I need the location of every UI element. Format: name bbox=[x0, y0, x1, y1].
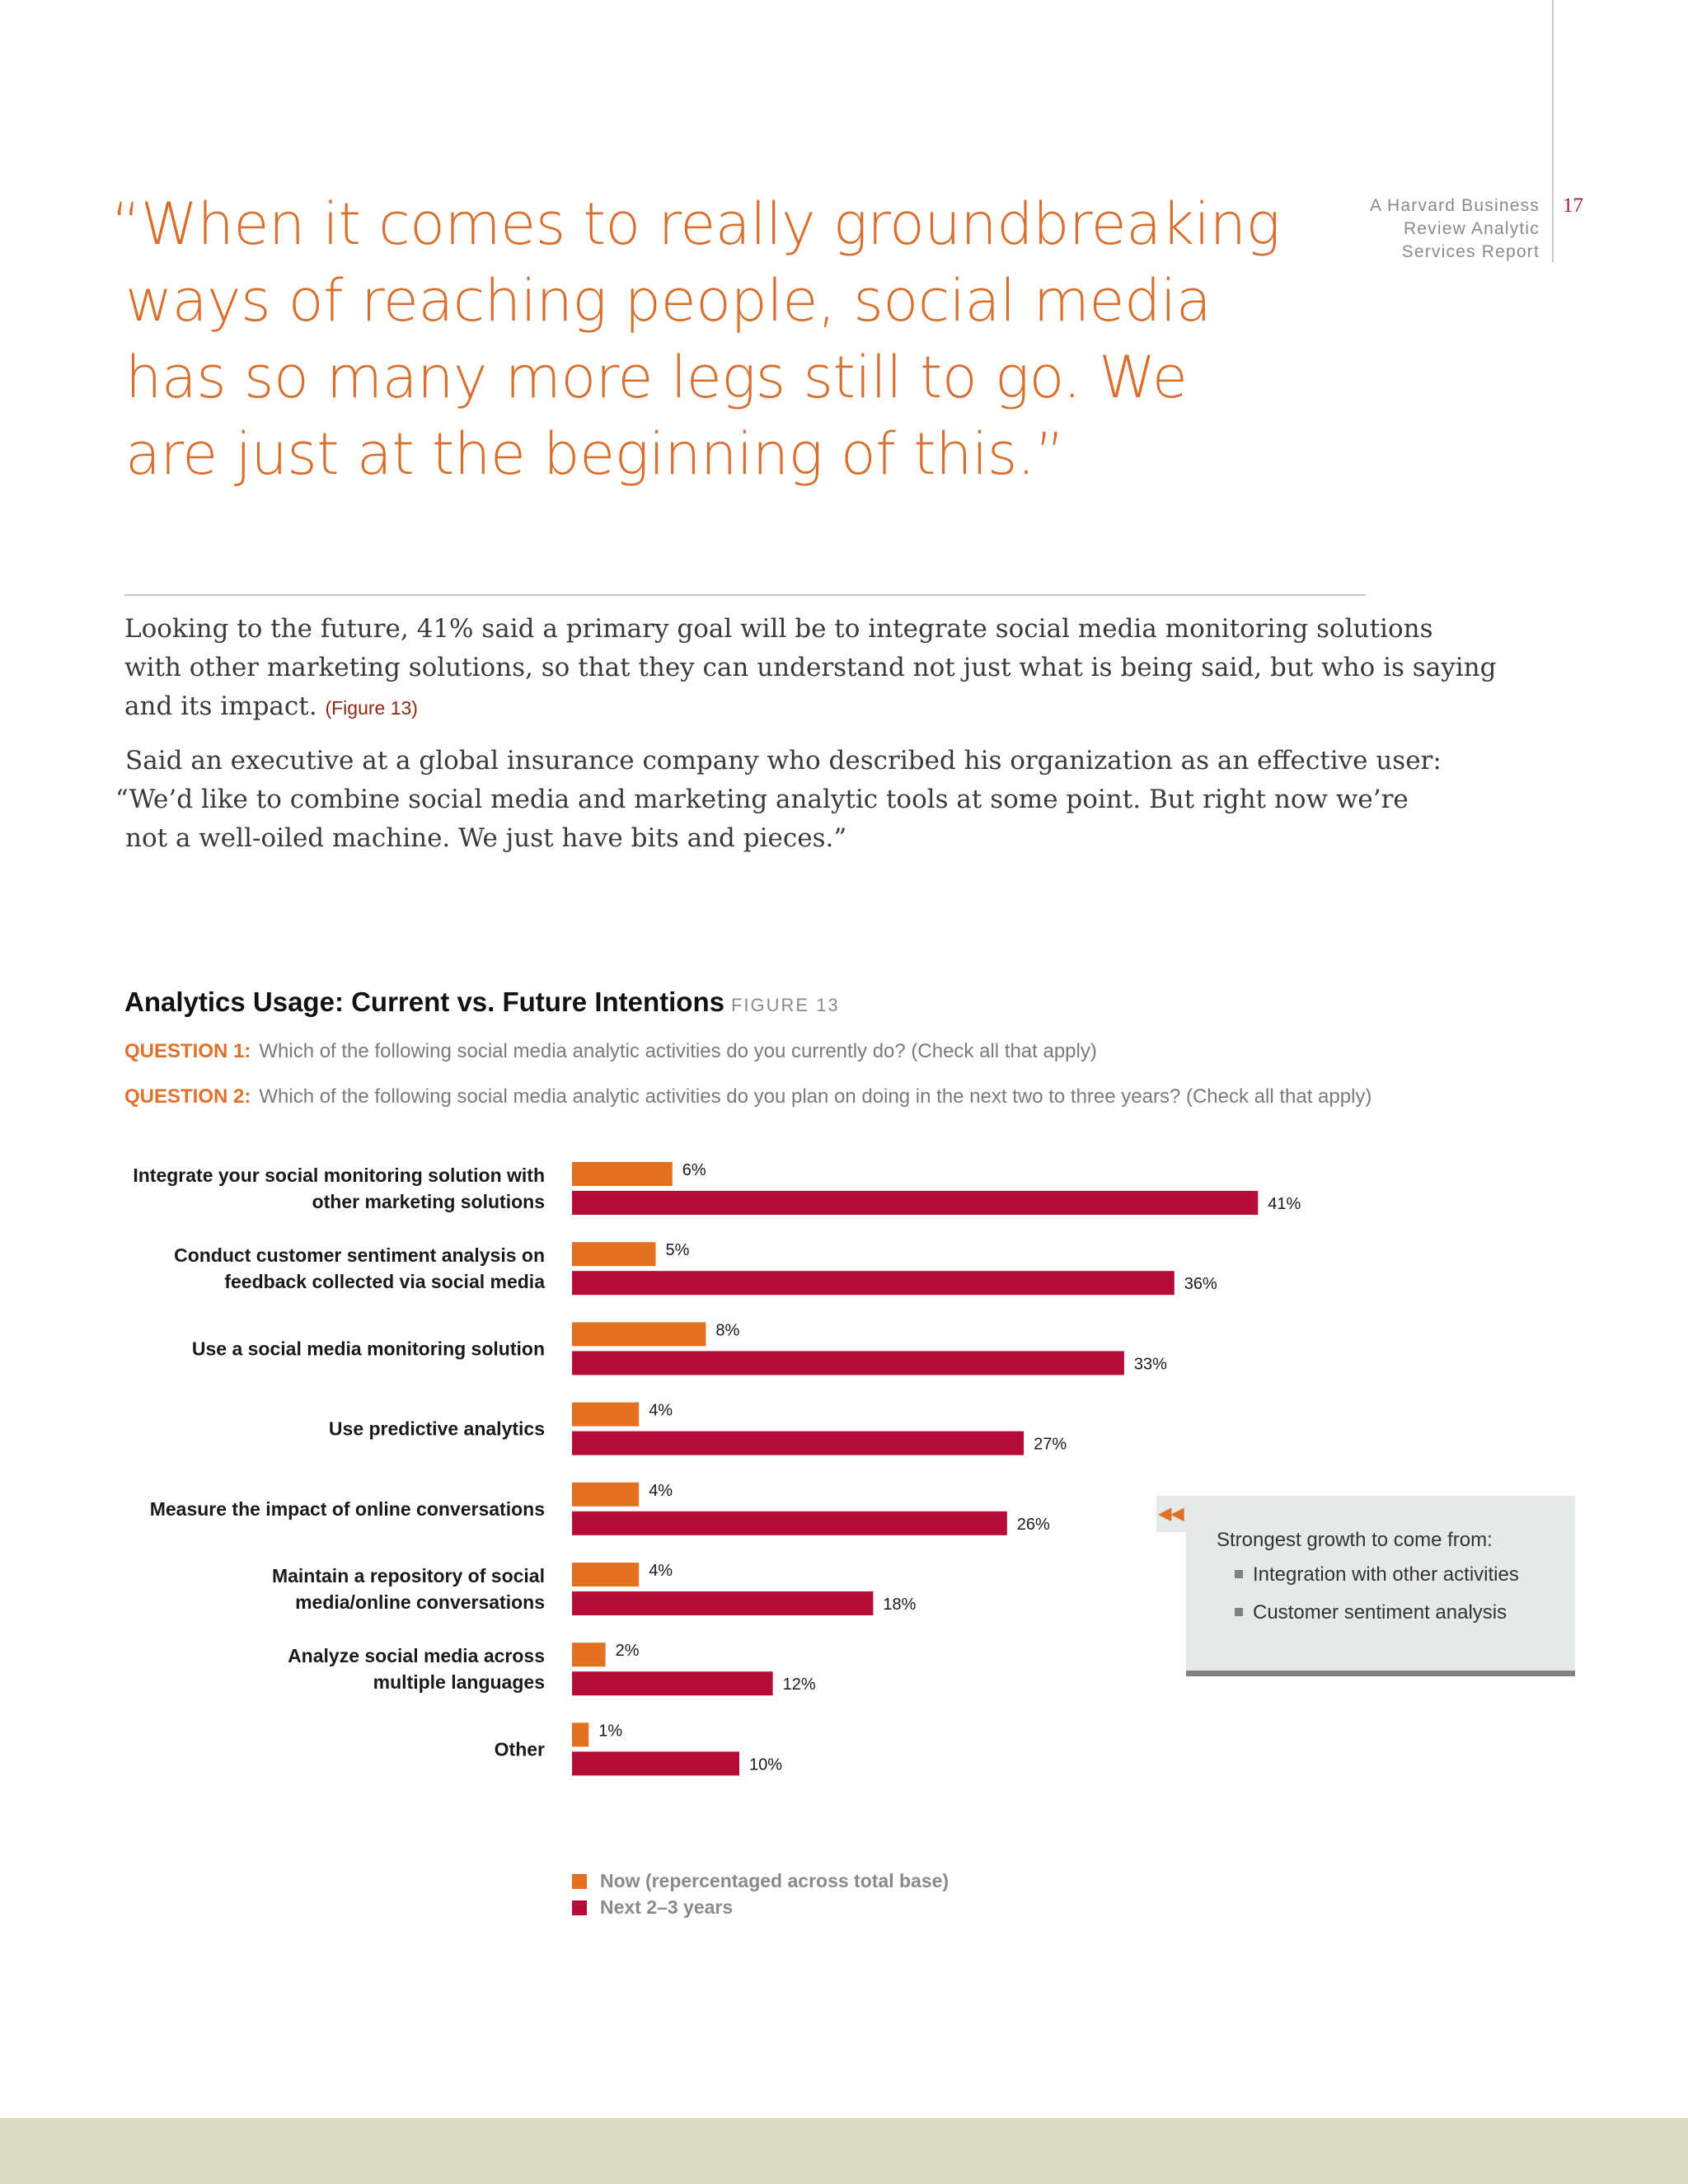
report-title-line: Services Report bbox=[1401, 242, 1540, 261]
category-label: Measure the impact of online conversations bbox=[149, 1497, 545, 1520]
bar-next bbox=[572, 1751, 739, 1775]
callout-list-item bbox=[1235, 1563, 1519, 1586]
value-label-now: 2% bbox=[615, 1642, 640, 1661]
category-label: Other bbox=[494, 1738, 545, 1760]
category-label: Analyze social media across bbox=[288, 1645, 545, 1667]
value-label-next: 26% bbox=[1016, 1515, 1050, 1534]
bar-now bbox=[572, 1483, 639, 1507]
question-2-text: Which of the following social media analytic activities do you plan on doing in the next two to three years? (Check all that apply) bbox=[259, 1085, 1372, 1108]
category-label: Maintain a repository of social bbox=[271, 1565, 545, 1586]
report-title-line: A Harvard Business bbox=[1369, 196, 1540, 215]
legend-swatch-next bbox=[572, 1900, 587, 1915]
value-label-now: 6% bbox=[682, 1161, 706, 1179]
callout-item-text: Customer sentiment analysis bbox=[1253, 1601, 1507, 1624]
value-label-next: 41% bbox=[1268, 1195, 1301, 1213]
category-label: Conduct customer sentiment analysis on bbox=[174, 1244, 545, 1267]
category-label: Use predictive analytics bbox=[328, 1418, 545, 1440]
category-label: other marketing solutions bbox=[312, 1191, 545, 1212]
pull-quote-line: “When it comes to really groundbreaking bbox=[111, 190, 1280, 258]
figure-label: FIGURE 13 bbox=[730, 995, 840, 1015]
bar-now bbox=[572, 1563, 639, 1586]
bar-now bbox=[572, 1403, 639, 1427]
footer-band bbox=[0, 2118, 1688, 2184]
body-line: not a well-oiled machine. We just have bits and pieces.” bbox=[125, 823, 847, 853]
body-line: Said an executive at a global insurance company who described his organization as an effective user: bbox=[125, 746, 1442, 776]
value-label-next: 33% bbox=[1133, 1355, 1167, 1374]
pull-quote-line: ways of reaching people, social media bbox=[125, 267, 1212, 335]
category-label: multiple languages bbox=[373, 1671, 545, 1694]
body-line: “We’d like to combine social media and marketing analytic tools at some point. But right now we’re bbox=[115, 785, 1409, 814]
question-2-label: QUESTION 2: bbox=[124, 1085, 251, 1108]
bullet-icon bbox=[1235, 1570, 1243, 1578]
callout-item-text: Integration with other activities bbox=[1253, 1563, 1519, 1586]
category-label: feedback collected via social media bbox=[224, 1271, 545, 1293]
body-line: with other marketing solutions, so that they can understand not just what is being said, but who is saying bbox=[124, 653, 1497, 682]
category-label: Integrate your social monitoring solution with bbox=[133, 1165, 545, 1186]
value-label-now: 1% bbox=[598, 1722, 623, 1741]
bar-now bbox=[572, 1162, 673, 1186]
figure-title-text: Analytics Usage: Current vs. Future Intentions bbox=[124, 987, 724, 1017]
bar-next bbox=[572, 1191, 1258, 1215]
legend-swatch-now bbox=[572, 1874, 587, 1889]
rewind-icon: ◀◀ bbox=[1156, 1496, 1186, 1532]
pull-quote-line: has so many more legs still to go. We bbox=[125, 344, 1188, 411]
bar-now bbox=[572, 1722, 588, 1746]
value-label-next: 27% bbox=[1034, 1435, 1067, 1454]
bar-next bbox=[572, 1511, 1007, 1535]
value-label-now: 8% bbox=[715, 1321, 740, 1340]
value-label-next: 36% bbox=[1184, 1275, 1217, 1294]
question-1-text: Which of the following social media analytic activities do you currently do? (Check all that apply) bbox=[259, 1040, 1097, 1062]
category-label: media/online conversations bbox=[295, 1591, 545, 1613]
bar-now bbox=[572, 1242, 656, 1266]
bar-now bbox=[572, 1322, 706, 1346]
value-label-now: 5% bbox=[665, 1241, 690, 1260]
bar-next bbox=[572, 1671, 773, 1695]
bar-next bbox=[572, 1351, 1124, 1375]
bullet-icon bbox=[1235, 1608, 1243, 1616]
legend-label-now: Now (repercentaged across total base) bbox=[600, 1870, 950, 1891]
legend-label-next: Next 2–3 years bbox=[600, 1896, 734, 1918]
figure-reference-link[interactable]: (Figure 13) bbox=[325, 697, 418, 719]
callout-heading: Strongest growth to come from: bbox=[1217, 1529, 1493, 1551]
body-line: and its impact. bbox=[124, 691, 317, 721]
bar-next bbox=[572, 1271, 1175, 1295]
body-line: Looking to the future, 41% said a primary goal will be to integrate social media monitoring solutions bbox=[124, 614, 1433, 644]
value-label-now: 4% bbox=[649, 1562, 673, 1580]
bar-next bbox=[572, 1591, 873, 1615]
value-label-next: 18% bbox=[883, 1596, 917, 1614]
value-label-next: 12% bbox=[782, 1675, 816, 1694]
pull-quote-line: are just at the beginning of this.” bbox=[125, 420, 1065, 488]
callout-list-item bbox=[1235, 1601, 1507, 1624]
value-label-now: 4% bbox=[649, 1481, 673, 1500]
legend-item-next bbox=[572, 1896, 733, 1919]
question-1-label: QUESTION 1: bbox=[124, 1040, 251, 1062]
category-label: Use a social media monitoring solution bbox=[191, 1338, 545, 1360]
bar-next bbox=[572, 1432, 1024, 1455]
bar-now bbox=[572, 1643, 606, 1666]
value-label-next: 10% bbox=[749, 1755, 783, 1774]
report-title-line: Review Analytic bbox=[1403, 219, 1540, 238]
legend-item-now bbox=[572, 1870, 949, 1892]
value-label-now: 4% bbox=[649, 1401, 673, 1420]
page-number: 17 bbox=[1563, 194, 1583, 217]
